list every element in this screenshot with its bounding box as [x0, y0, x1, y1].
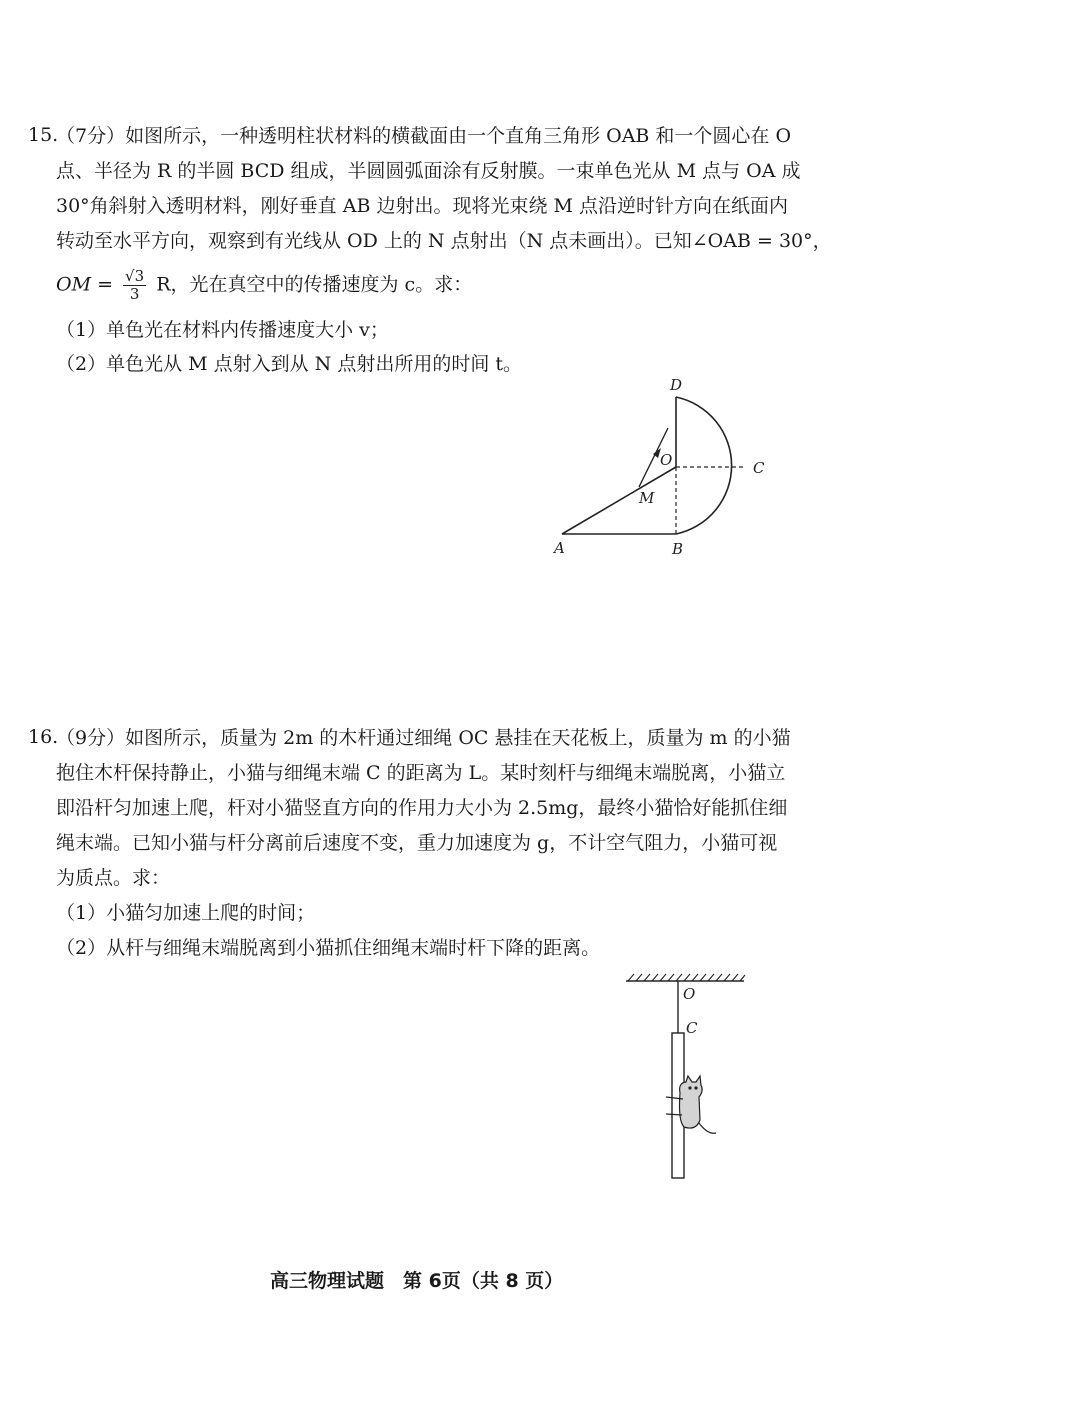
q15-label-c: C — [753, 459, 765, 477]
q15-sub2: （2）单色光从 M 点射入到从 N 点射出所用的时间 t。 — [56, 353, 523, 375]
q16-sub1: （1）小猫匀加速上爬的时间； — [56, 902, 316, 924]
q15-om-fraction — [123, 268, 146, 303]
q16-line-3: 即沿杆匀加速上爬，杆对小猫竖直方向的作用力大小为 2.5mg，最终小猫恰好能抓住细 — [56, 797, 788, 819]
q15-score: （7分） — [56, 125, 126, 147]
q16-line-2: 抱住木杆保持静止，小猫与细绳末端 C 的距离为 L。某时刻杆与细绳末端脱离，小猫立 — [56, 762, 786, 784]
q16-sub2: （2）从杆与细绳末端脱离到小猫抓住细绳末端时杆下降的距离。 — [56, 937, 601, 959]
q15-label-o: O — [660, 451, 673, 469]
q15-line-1 — [56, 124, 791, 148]
q16-ceiling-hatch — [628, 974, 745, 981]
q16-text-1: 如图所示，质量为 2m 的木杆通过细绳 OC 悬挂在天花板上，质量为 m 的小猫 — [125, 727, 791, 749]
q15-text-1: 如图所示，一种透明柱状材料的横截面由一个直角三角形 OAB 和一个圆心在 O — [125, 125, 792, 147]
q15-om-denominator: 3 — [129, 285, 140, 303]
q15-edge-ao — [562, 467, 676, 534]
q16-line-1 — [56, 726, 791, 750]
q15-line-4: 转动至水平方向，观察到有光线从 OD 上的 N 点射出（N 点未画出）。已知∠OAB = 30°， — [56, 230, 832, 252]
q15-number: 15. — [28, 124, 59, 146]
q15-label-a: A — [554, 539, 565, 557]
q16-number: 16. — [28, 726, 59, 748]
q15-om-numerator: √3 — [125, 267, 145, 285]
q15-line-5 — [56, 268, 472, 303]
q15-line-2: 点、半径为 R 的半圆 BCD 组成，半圆圆弧面涂有反射膜。一束单色光从 M 点与 OA 成 — [56, 160, 801, 182]
q16-label-o: O — [683, 985, 696, 1003]
q15-label-m: M — [639, 489, 655, 507]
q15-line-3: 30°角斜射入透明材料，刚好垂直 AB 边射出。现将光束绕 M 点沿逆时针方向在纸面内 — [56, 195, 788, 217]
q15-om-suffix: R，光在真空中的传播速度为 c。求： — [156, 273, 473, 296]
q15-sub1: （1）单色光在材料内传播速度大小 v； — [56, 319, 389, 341]
q15-label-b: B — [672, 540, 684, 558]
q16-figure — [620, 965, 760, 1185]
q16-line-5: 为质点。求： — [56, 867, 171, 889]
q16-score: （9分） — [56, 727, 126, 749]
q15-om-prefix: OM = — [56, 273, 113, 296]
q15-label-d: D — [670, 376, 683, 394]
q15-figure — [540, 370, 800, 570]
page-footer: 高三物理试题 第 6页（共 8 页） — [270, 1270, 564, 1292]
q15-semicircle-bcd — [676, 397, 732, 534]
q16-line-4: 绳末端。已知小猫与杆分离前后速度不变，重力加速度为 g，不计空气阻力，小猫可视 — [56, 832, 778, 854]
q16-label-c: C — [686, 1019, 698, 1037]
